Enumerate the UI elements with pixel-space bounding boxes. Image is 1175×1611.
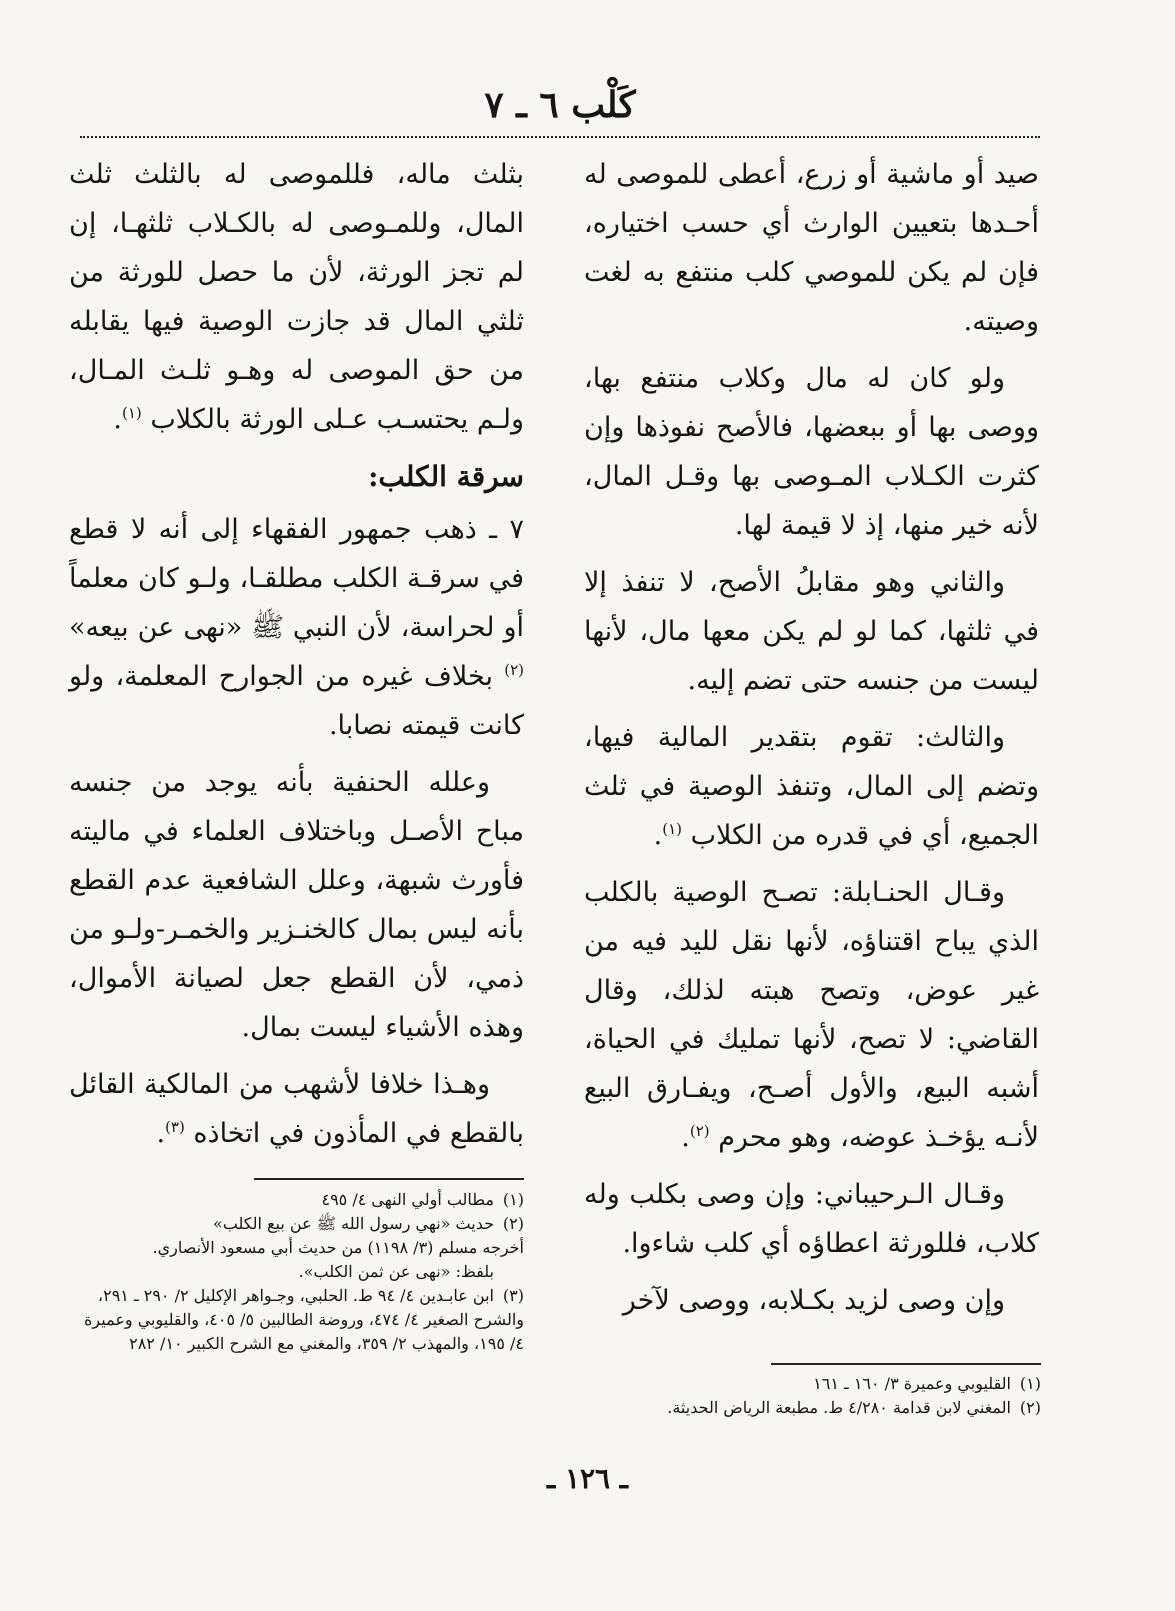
paragraph: وإن وصى لزيد بكـلابه، ووصى لآخر — [622, 1285, 1005, 1316]
footnotes-right — [586, 1372, 1041, 1420]
footnote-divider — [254, 1178, 524, 1180]
paragraph: وهـذا خلافا لأشهب من المالكية القائل بالقطع في المأذون في اتخاذه $^{(٣)}$. — [69, 1069, 524, 1149]
page-header-title: كَلْب ٦ ـ ٧ — [484, 84, 636, 126]
paragraph-text: بثلث ماله، فللموصى له بالثلث ثلث المال، وللمـوصى له بالكـلاب ثلثهـا، إن لم تجز الورثة، لأن ما حصل للورثة من ثلثي المال قد جازت الوصية فيها يقابله من حق الموصى له وهـو ثلـث المـال، ولـم يحتسـب عـلى الورثة بالكلاب — [69, 159, 524, 435]
paragraph-text: ٧ ـ ذهب جمهور الفقهاء إلى أنه لا قطع في سرقـة الكلب مطلقـا، ولـو كان معلماً أو لحراسة، لأن النبي ﷺ «نهى عن بيعه» — [69, 514, 524, 643]
paragraph-text: بخلاف غيره من الجوارح المعلمة، ولو كانت قيمته نصابا. — [69, 661, 524, 741]
footnotes-left — [69, 1188, 524, 1356]
page-number: ـ ١٢٦ ـ — [546, 1462, 629, 1495]
footnote-text: القليوبي وعميرة ٣/ ١٦٠ ـ ١٦١ — [813, 1374, 1011, 1393]
paragraph: ولو كان له مال وكلاب منتفع بها، ووصى بها أو ببعضها، فالأصح نفوذها وإن كثرت الكـلاب المـوصى بها وقـل المال، لأنه خير منها، إذ لا قيمة لها. — [584, 363, 1039, 541]
footnote — [69, 1212, 524, 1236]
footnote-ref: (١) — [662, 820, 682, 838]
paragraph: صيد أو ماشية أو زرع، أعطى للموصى له أحـدها بتعيين الوارث أي حسب اختياره، فإن لم يكن للموصي كلب منتفع به لغت وصيته. — [584, 159, 1039, 337]
footnote-text: مطالب أولي النهى ٤/ ٤٩٥ — [321, 1190, 494, 1209]
paragraph: والثاني وهو مقابلُ الأصح، لا تنفذ إلا في ثلثها، كما لو لم يكن معها مال، لأنها ليست من جنسه حتى تضم إليه. — [584, 567, 1039, 696]
footnote-text: ابن عابـدين ٤/ ٩٤ ط. الحلبي، وجـواهر الإكليل ٢/ ٢٩٠ ـ ٢٩١، والشرح الصغير ٤/ ٤٧٤، وروضة الطالبين ٥/ ٤٠٥، والقليوبي وعميرة ٤/ ١٩٥، والمهذب ٢/ ٣٥٩، والمغني مع الشرح الكبير ١٠/ ٢٨٢ — [84, 1286, 524, 1353]
paragraph — [69, 505, 524, 750]
paragraph: بثلث ماله، فللموصى له بالثلث ثلث المال، وللمـوصى له بالكـلاب ثلثهـا، إن لم تجز الورثة، لأن ما حصل للورثة من ثلثي المال قد جازت الوصية فيها يقابله من حق الموصى له وهـو ثلـث المـال، ولـم يحتسـب عـلى الورثة بالكلاب $^{(١)}$. — [69, 159, 524, 435]
paragraph-text: والثالث: تقوم بتقدير المالية فيها، وتضم إلى المال، وتنفذ الوصية في ثلث الجميع، أي في قدره من الكلاب — [584, 722, 1039, 851]
footnote — [69, 1284, 524, 1356]
footnote-divider — [771, 1363, 1041, 1365]
footnote-number: (٢) — [502, 1214, 524, 1233]
footnote-continuation: أخرجه مسلم (٣/ ١١٩٨) من حديث أبي مسعود الأنصاري. — [152, 1238, 524, 1257]
footnote-number: (١) — [1019, 1374, 1041, 1393]
footnote-ref: (١) — [121, 404, 142, 422]
paragraph: وعلله الحنفية بأنه يوجد من جنسه مباح الأصـل وباختلاف العلماء في ماليته فأورث شبهة، وعلل الشافعية عدم القطع بأنه ليس بمال كالخنـزير والخمـر-ولـو من ذمي، لأن القطع جعل لصيانة الأموال، وهذه الأشياء ليست بمال. — [69, 767, 524, 1043]
paragraph-text: وقـال الحنـابلة: تصـح الوصية بالكلب الذي يباح اقتناؤه، لأنها نقل لليد فيه من غير عوض، وتصح هبته لذلك، وقال القاضي: لا تصح، لأنها تمليك في الحياة، أشبه البيع، والأول أصـح، ويفـارق البيع لأنـه يؤخـذ عوضه، وهو محرم — [584, 877, 1039, 1153]
right-column — [584, 150, 1039, 1333]
footnote — [586, 1372, 1041, 1396]
paragraph: والثالث: تقوم بتقدير المالية فيها، وتضم إلى المال، وتنفذ الوصية في ثلث الجميع، أي في قدره من الكلاب $^{(١)}$. — [584, 722, 1039, 851]
paragraph-text: وهـذا خلافا لأشهب من المالكية القائل بالقطع في المأذون في اتخاذه — [69, 1069, 524, 1149]
footnote — [586, 1396, 1041, 1420]
footnote-ref: (٢) — [689, 1122, 710, 1140]
footnote-ref: (٢) — [504, 661, 524, 679]
footnote-text: المغني لابن قدامة ٤/٢٨٠ ط. مطبعة الرياض الحديثة. — [667, 1398, 1011, 1417]
section-heading: سرقة الكلب: — [368, 460, 524, 493]
footnote-text: حديث «نهي رسول الله ﷺ عن بيع الكلب» — [212, 1214, 494, 1233]
header-dotted-rule — [80, 136, 1040, 138]
footnote-ref: (٣) — [165, 1118, 185, 1136]
footnote-number: (٣) — [502, 1286, 524, 1305]
paragraph: وقـال الحنـابلة: تصـح الوصية بالكلب الذي يباح اقتناؤه، لأنها نقل لليد فيه من غير عوض، وتصح هبته لذلك، وقال القاضي: لا تصح، لأنها تمليك في الحياة، أشبه البيع، والأول أصـح، ويفـارق البيع لأنـه يؤخـذ عوضه، وهو محرم $^{(٢)}$. — [584, 877, 1039, 1153]
footnote-continuation: بلفظ: «نهى عن ثمن الكلب». — [298, 1262, 494, 1281]
footnote-number: (٢) — [1019, 1398, 1041, 1417]
footnote — [69, 1188, 524, 1212]
footnote-number: (١) — [502, 1190, 524, 1209]
left-column — [69, 150, 524, 1166]
paragraph: وقـال الـرحيباني: وإن وصى بكلب وله كلاب، فللورثة اعطاؤه أي كلب شاءوا. — [584, 1179, 1039, 1259]
